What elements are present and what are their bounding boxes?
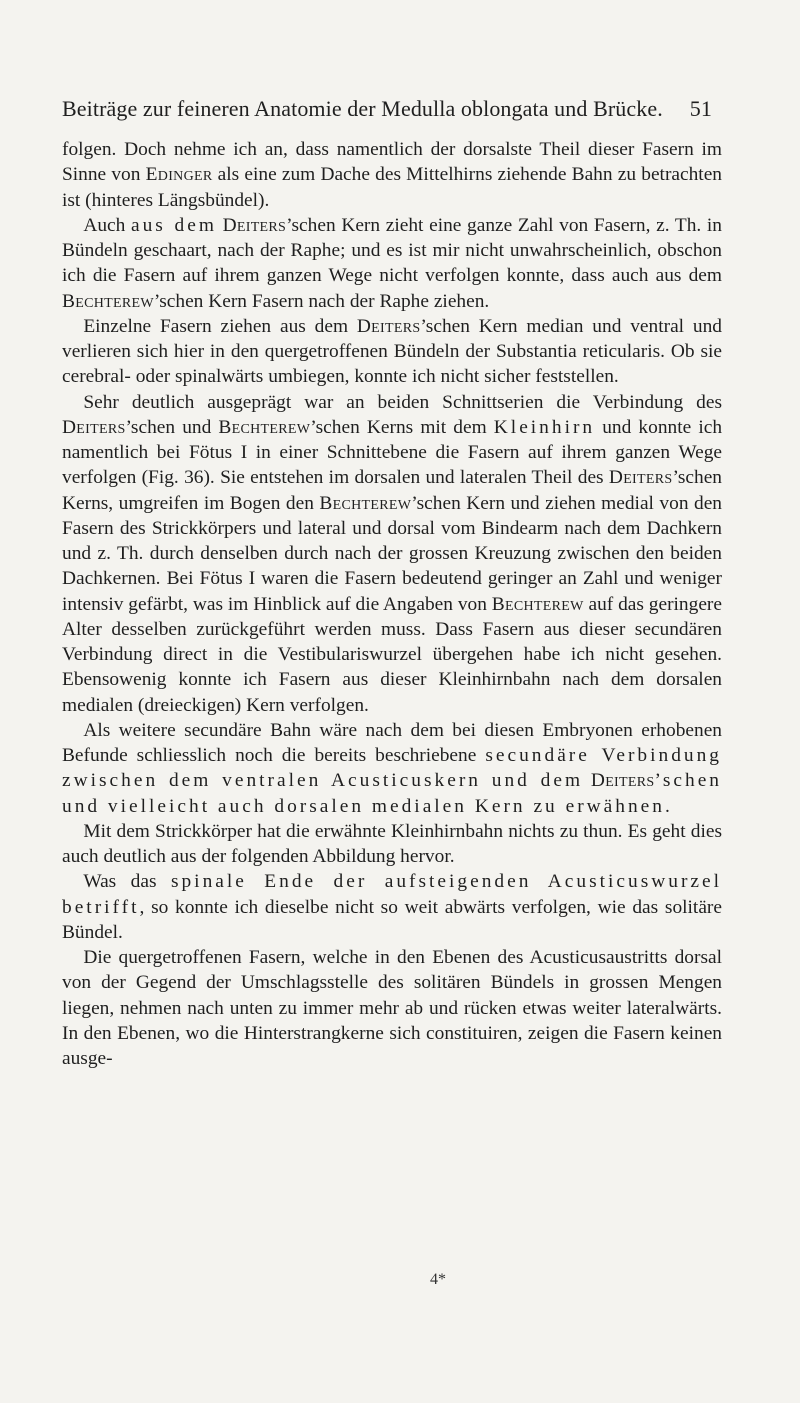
text-run: Auch [83,214,131,236]
text-run: Einzelne Fasern ziehen aus dem [83,315,357,337]
author-name: Bechterew [491,593,584,615]
text-run: ’schen Kerns mit dem [310,416,494,438]
running-header [62,94,712,124]
emphasized-text: spinale Ende der aufsteigenden Acusticuswurzel betrifft [62,871,722,918]
author-name: Bechterew [62,290,154,312]
text-run: und konnte ich namentlich bei Fötus I in einer Schnittebene die Fasern auf ihrem ganzen Wege verfolgen (Fig. 36). Sie entstehen im dorsalen und lateralen Theil des [62,416,723,489]
page-number: 51 [689,96,712,121]
text-run: ’schen Kerns, umgreifen im Bogen den [62,467,722,514]
paragraph [62,314,722,390]
text-run: ’schen Kern median und ventral und verlieren sich hier in den quergetroffenen Bündeln der Substantia reticularis. Ob sie cerebral- oder spinalwärts umbiegen, konnte ich nicht sicher feststellen. [62,315,722,388]
text-run [583,770,591,791]
text-run: folgen. Doch nehme ich an, dass namentlich der dorsalste Theil dieser Fasern im Sinne von [62,139,722,186]
paragraph [62,869,722,945]
signature-mark: 4* [430,1271,446,1288]
text-run: auf das geringere Alter desselben zurückgeführt werden muss. Dass Fasern aus dieser secundären Verbindung direct in die Vestibulariswurzel übergehen habe ich nicht gesehen. Ebensowenig konnte ich Fasern aus dieser Kleinhirnbahn nach dem dorsalen medialen (dreieckigen) Kern verfolgen. [62,593,722,716]
text-run: Mit dem Strickkörper hat die erwähnte Kleinhirnbahn nichts zu thun. Es geht dies auch deutlich aus der folgenden Abbildung hervor. [62,820,722,867]
text-run: ’schen Kern Fasern nach der Raphe ziehen. [153,290,490,312]
emphasized-text: Kleinhirn [493,416,596,438]
paragraph [62,718,722,819]
body-text [62,137,722,1071]
author-name: Deiters [222,214,287,236]
text-run: ’schen und [125,416,219,438]
author-name: Bechterew [218,416,311,438]
text-run: , so konnte ich dieselbe nicht so weit abwärts verfolgen, wie das solitäre Bündel. [62,896,722,943]
emphasized-text: aus dem [131,214,217,236]
emphasized-text: ’schen und vielleicht auch dorsalen medialen Kern zu erwähnen. [62,770,722,817]
text-run: ’schen Kern zieht eine ganze Zahl von Fasern, z. Th. in Bündeln geschaart, nach der Raphe; und es ist mir nicht unwahrscheinlich, obschon ich die Fasern auf ihrem ganzen Wege nicht verfolgen konnte, dass auch aus dem [62,214,722,287]
text-run: als eine zum Dache des Mittelhirns ziehende Bahn zu betrachten ist (hinteres Längsbündel). [62,164,722,211]
emphasized-text: secundäre Verbindung zwischen dem ventralen Acusticuskern und dem [62,745,722,792]
author-name: Bechterew [319,492,412,514]
running-title: Beiträge zur feineren Anatomie der Medulla oblongata und Brücke. [62,96,663,121]
paragraph [62,137,722,213]
paragraph [62,390,722,718]
paragraph [62,213,722,314]
author-name: Deiters [590,770,655,792]
author-name: Edinger [145,164,213,186]
author-name: Deiters [356,315,421,337]
text-run: Als weitere secundäre Bahn wäre nach dem bei diesen Embryonen erhobenen Befunde schliesslich noch die bereits beschriebene [62,719,722,766]
text-run: ’schen Kern und ziehen medial von den Fasern des Strickkörpers und lateral und dorsal vom Bindearm nach dem Dachkern und z. Th. durch denselben durch nach der grossen Kreuzung zwischen den beiden Dachkernen. Bei Fötus I waren die Fasern bedeutend geringer an Zahl und weniger intensiv gefärbt, was im Hinblick auf die Angaben von [62,492,723,615]
paragraph [62,945,722,1071]
text-run: Was das [83,871,171,893]
paragraph [62,819,722,870]
text-run: Die quergetroffenen Fasern, welche in den Ebenen des Acusticusaustritts dorsal von der Gegend der Umschlagsstelle des solitären Bündels in grossen Mengen liegen, nehmen nach unten zu immer mehr ab und rücken etwas weiter lateralwärts. In den Ebenen, wo die Hinterstrangkerne sich constituiren, zeigen die Fasern keinen ausge- [62,947,722,1069]
author-name: Deiters [62,416,126,438]
author-name: Deiters [608,467,673,489]
text-run: Sehr deutlich ausgeprägt war an beiden Schnittserien die Verbindung des [83,391,722,413]
